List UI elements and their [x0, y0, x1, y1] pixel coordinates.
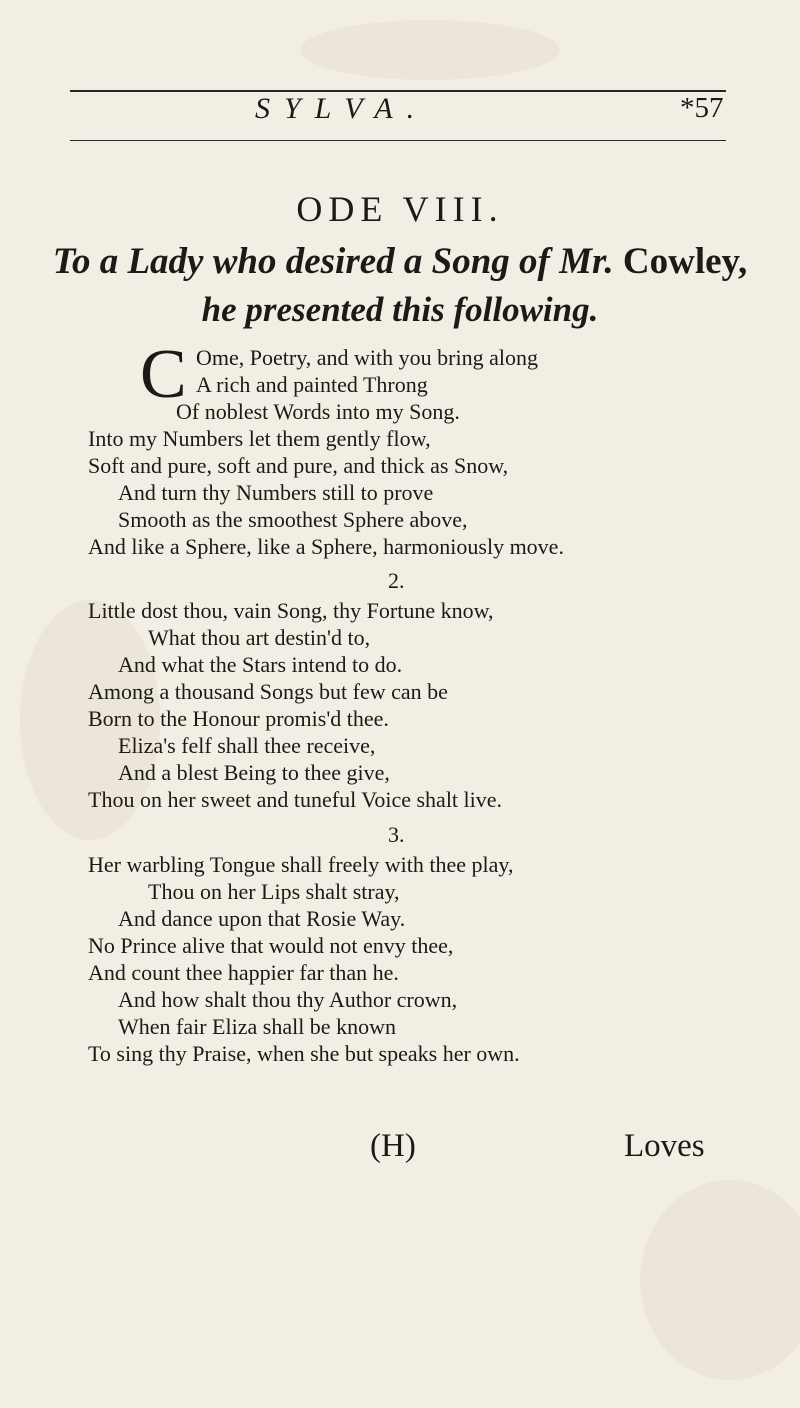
verse-line: Thou on her Lips shalt stray, — [148, 879, 400, 904]
verse-line: A rich and painted Throng — [196, 372, 428, 397]
ode-title: ODE VIII. — [296, 189, 504, 229]
stanza-number: 3. — [388, 822, 405, 847]
signature-mark: (H) — [370, 1128, 416, 1164]
verse-line: Thou on her sweet and tuneful Voice shalt live. — [88, 787, 503, 812]
paper-stain — [300, 20, 560, 80]
verse-line: When fair Eliza shall be known — [118, 1014, 396, 1039]
subtitle-dedication: To a Lady who desired a Song of Mr. — [52, 241, 614, 282]
drop-cap: C — [140, 336, 187, 413]
verse-line: Into my Numbers let them gently flow, — [88, 426, 431, 451]
verse-line: Born to the Honour promis'd thee. — [88, 706, 389, 731]
subtitle-line-1 — [0, 240, 800, 283]
verse-line: And a blest Being to thee give, — [118, 760, 390, 785]
catchword: Loves — [624, 1128, 705, 1164]
subtitle-author: Cowley, — [622, 241, 748, 282]
verse-line: And like a Sphere, like a Sphere, harmoniously move. — [88, 534, 564, 559]
verse-line: And turn thy Numbers still to prove — [118, 480, 434, 505]
paper-stain — [640, 1180, 800, 1380]
verse-line: And dance upon that Rosie Way. — [118, 906, 406, 931]
verse-line: Eliza's felf shall thee receive, — [118, 733, 376, 758]
page-number: *57 — [680, 92, 724, 124]
verse-line: And count thee happier far than he. — [88, 960, 399, 985]
verse-line: No Prince alive that would not envy thee, — [88, 933, 454, 958]
verse-line: Little dost thou, vain Song, thy Fortune know, — [88, 598, 494, 623]
verse-line: Ome, Poetry, and with you bring along — [196, 345, 538, 370]
header-rule-bottom — [70, 140, 726, 141]
verse-line: Soft and pure, soft and pure, and thick as Snow, — [88, 453, 509, 478]
verse-line: To sing thy Praise, when she but speaks her own. — [88, 1041, 520, 1066]
running-head: SYLVA. — [255, 92, 429, 125]
subtitle-line-2: he presented this following. — [201, 290, 599, 329]
stanza-number: 2. — [388, 568, 405, 593]
verse-line: Smooth as the smoothest Sphere above, — [118, 507, 468, 532]
verse-line: What thou art destin'd to, — [148, 625, 371, 650]
verse-line: Her warbling Tongue shall freely with thee play, — [88, 852, 514, 877]
verse-line: And what the Stars intend to do. — [118, 652, 403, 677]
verse-line: Among a thousand Songs but few can be — [88, 679, 448, 704]
verse-line: Of noblest Words into my Song. — [176, 399, 460, 424]
verse-line: And how shalt thou thy Author crown, — [118, 987, 458, 1012]
